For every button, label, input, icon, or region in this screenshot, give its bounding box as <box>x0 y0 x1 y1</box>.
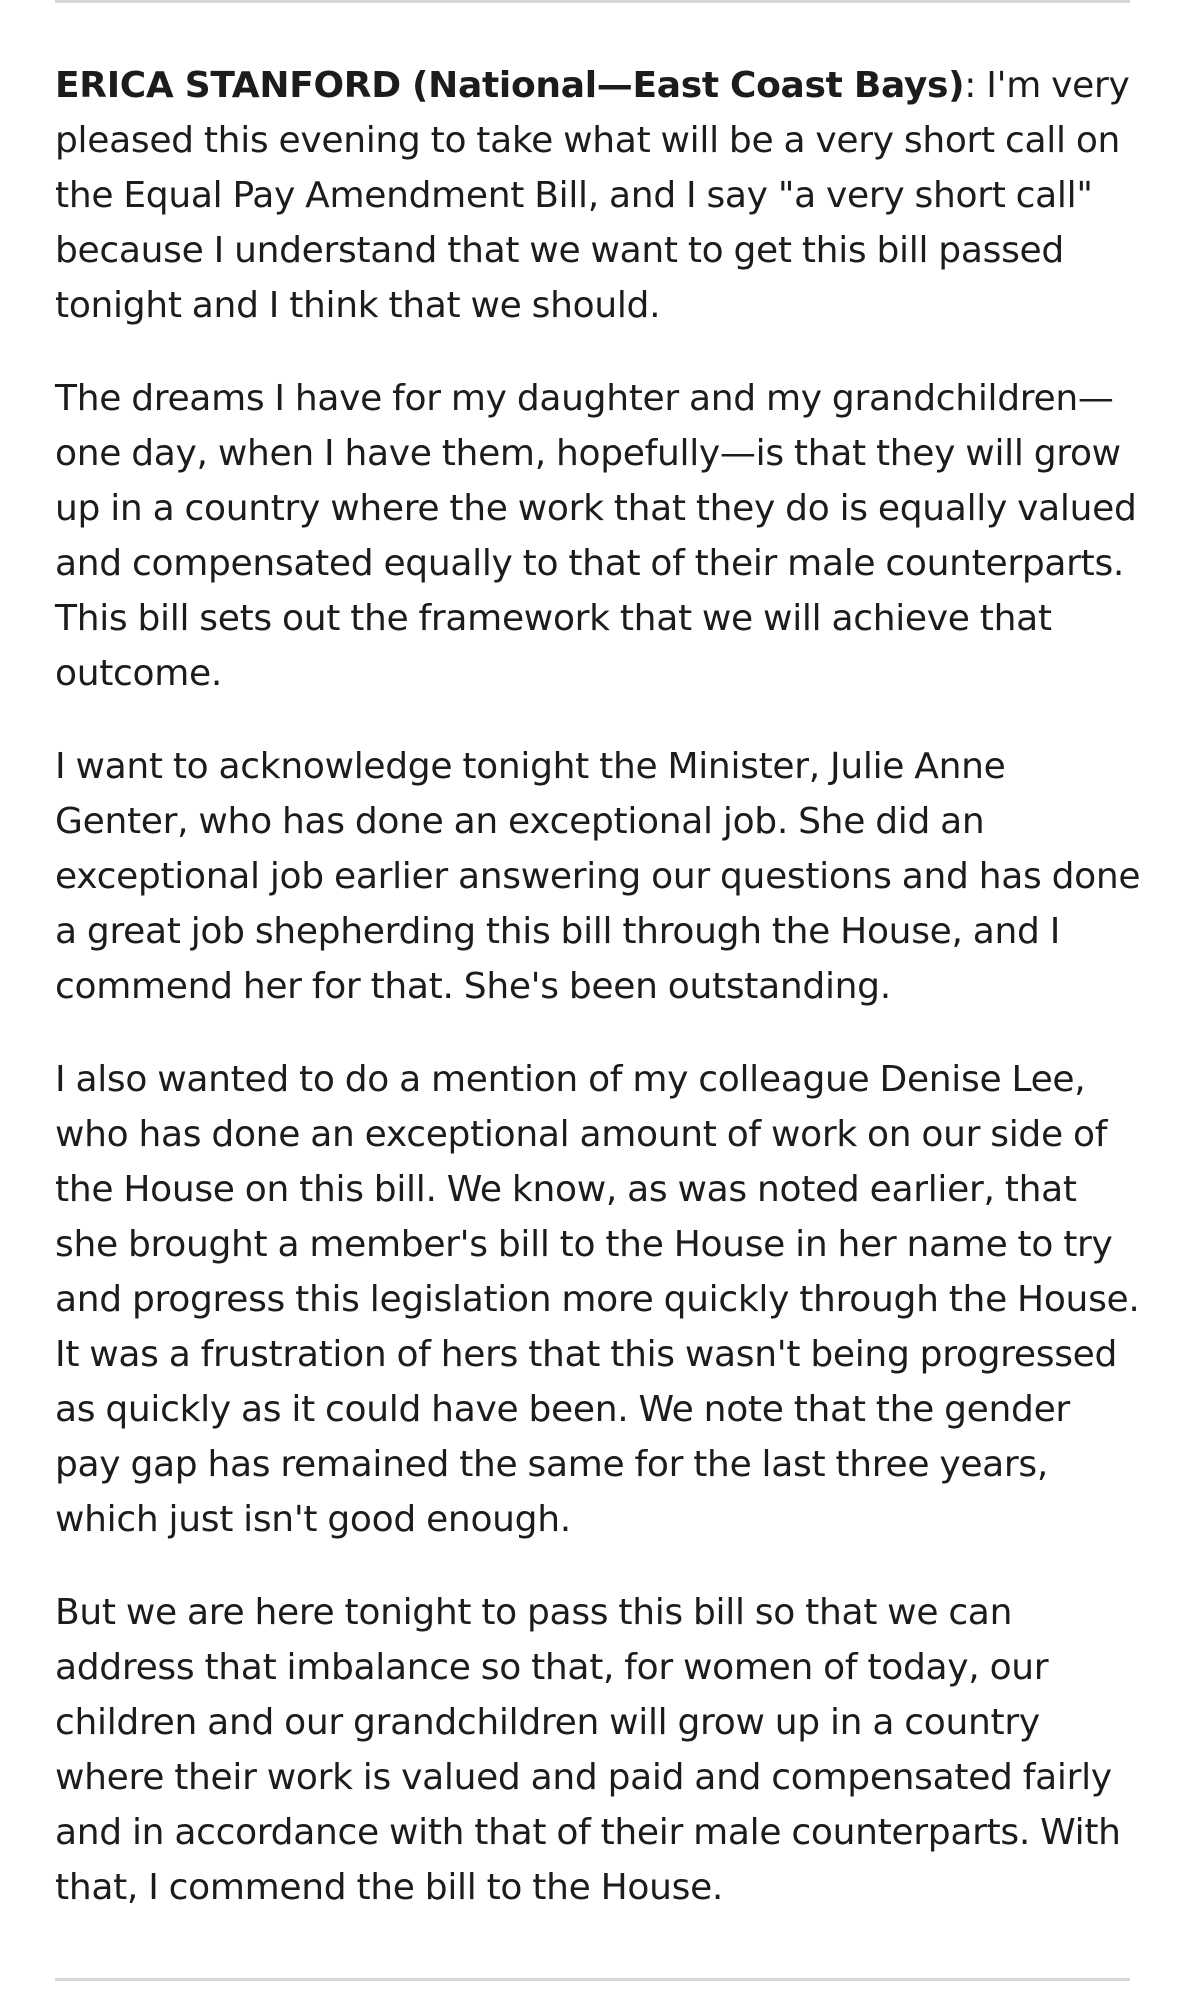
speech-paragraph-3: I want to acknowledge tonight the Minister, Julie Anne Genter, who has done an exceptional job. She did an exceptional job earlier answering our questions and has done a great job shepherding this bill through the House, and I commend her for that. She's been outstanding. <box>55 746 1141 1007</box>
speech-transcript <box>55 58 1145 1953</box>
top-divider <box>55 0 1130 3</box>
speaker-separator: : <box>964 65 977 106</box>
speech-paragraph-5: But we are here tonight to pass this bill so that we can address that imbalance so that, for women of today, our children and our grandchildren will grow up in a country where their work is valued and paid and compensated fairly and in accordance with that of their male counterparts. With that, I commend the bill to the House. <box>55 1592 1121 1908</box>
paragraph-text: I'm very pleased this evening to take what will be a very short call on the Equal Pay Amendment Bill, and I say "a very short call" because I understand that we want to get this bill passed tonight and I think that we should. <box>55 65 1130 326</box>
bottom-divider <box>55 1978 1130 1981</box>
speech-paragraph-4: I also wanted to do a mention of my colleague Denise Lee, who has done an exceptional amount of work on our side of the House on this bill. We know, as was noted earlier, that she brought a member's bill to the House in her name to try and progress this legislation more quickly through the House. It was a frustration of hers that this wasn't being progressed as quickly as it could have been. We note that the gender pay gap has remained the same for the last three years, which just isn't good enough. <box>55 1059 1140 1540</box>
speech-paragraph-2: The dreams I have for my daughter and my grandchildren—one day, when I have them, hopefully—is that they will grow up in a country where the work that they do is equally valued and compensated equally to that of their male counterparts. This bill sets out the framework that we will achieve that outcome. <box>55 378 1137 694</box>
speech-paragraph-1 <box>55 58 1145 333</box>
speaker-name: ERICA STANFORD (National—East Coast Bays) <box>55 65 965 106</box>
